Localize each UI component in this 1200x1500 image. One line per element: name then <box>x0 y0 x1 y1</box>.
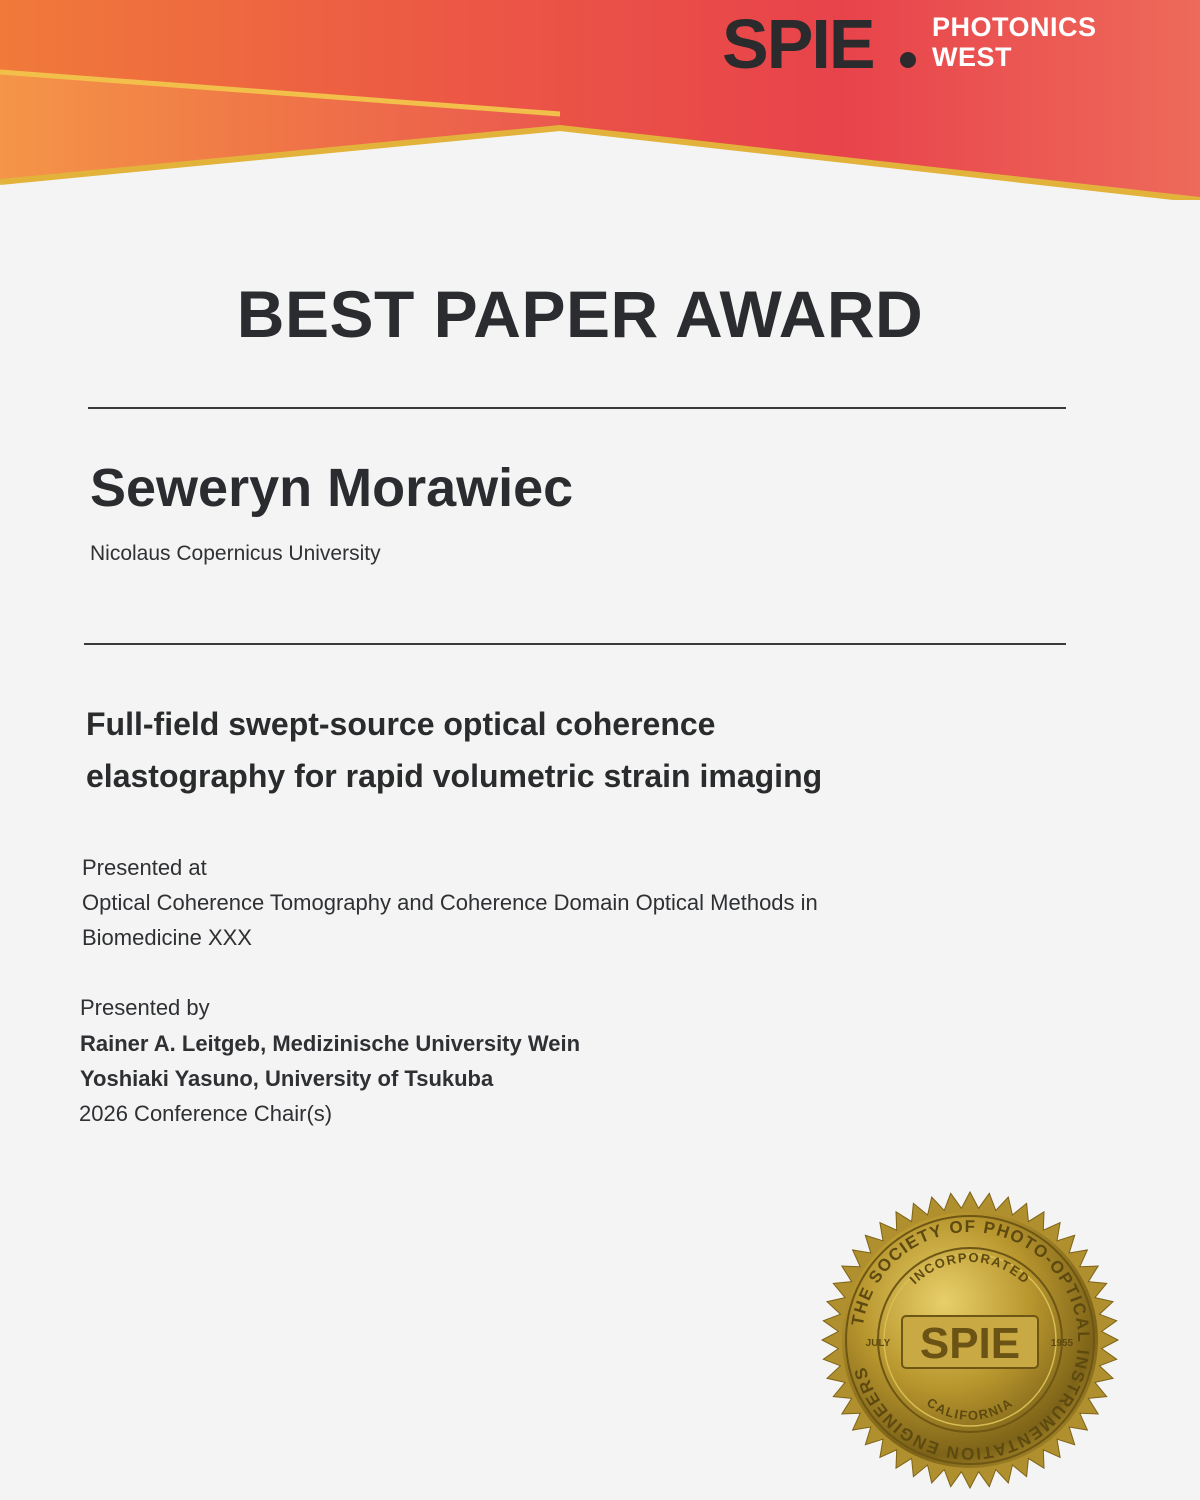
presented-by-label: Presented by <box>80 995 210 1020</box>
logo-subtitle <box>932 12 1097 72</box>
seal-inner-bottom: CALIFORNIA <box>924 1394 1016 1424</box>
paper-title-line1: Full-field swept-source optical coherence <box>86 706 716 742</box>
recipient-name: Seweryn Morawiec <box>90 458 574 518</box>
spie-gold-seal <box>820 1190 1120 1490</box>
paper-title <box>86 698 986 802</box>
logo-subtitle-line1: PHOTONICS <box>932 12 1097 42</box>
seal-outer-text: THE SOCIETY OF PHOTO-OPTICAL INSTRUMENTATION ENGINEERS <box>847 1216 1094 1464</box>
logo-dot <box>900 52 916 68</box>
logo-subtitle-line2: WEST <box>932 42 1012 72</box>
spie-photonics-west-logo <box>722 4 1182 84</box>
presented-at-label: Presented at <box>82 855 207 880</box>
chair-role: 2026 Conference Chair(s) <box>79 1101 333 1126</box>
presenter-1: Rainer A. Leitgeb, Medizinische University Wein <box>80 1031 581 1056</box>
recipient-affiliation: Nicolaus Copernicus University <box>90 542 381 565</box>
divider-middle <box>84 643 1066 645</box>
award-title: BEST PAPER AWARD <box>236 277 924 351</box>
presenter-2: Yoshiaki Yasuno, University of Tsukuba <box>80 1066 494 1091</box>
logo-spie-wordmark: SPIE <box>722 5 874 83</box>
seal-inner-top: INCORPORATED <box>906 1249 1034 1288</box>
divider-top <box>88 407 1066 409</box>
conference-name-line1: Optical Coherence Tomography and Coherence Domain Optical Methods in <box>82 890 818 915</box>
seal-year-left: JULY <box>865 1338 891 1349</box>
paper-title-line2: elastography for rapid volumetric strain imaging <box>86 758 823 794</box>
conference-name-line2: Biomedicine XXX <box>82 925 252 950</box>
seal-year-right: 1955 <box>1050 1338 1074 1349</box>
seal-center-text: SPIE <box>919 1319 1021 1368</box>
